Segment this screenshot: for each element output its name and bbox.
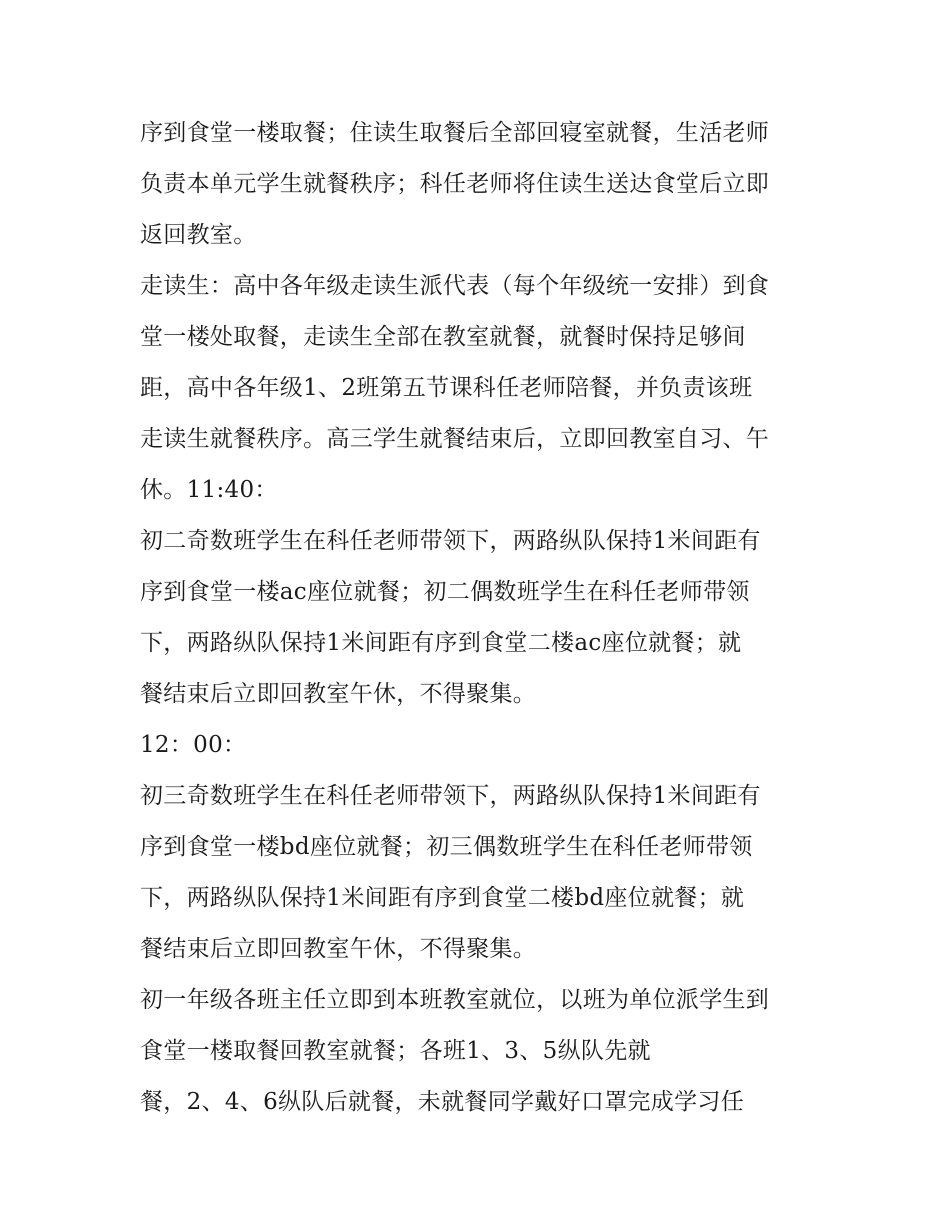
text-line: 餐结束后立即回教室午休，不得聚集。 [140,936,537,962]
text-line: 初二奇数班学生在科任老师带领下，两路纵队保持1米间距有 [140,528,761,554]
text-line: 序到食堂一楼ac座位就餐；初二偶数班学生在科任老师带领 [140,579,750,605]
text-line: 距，高中各年级1、2班第五节课科任老师陪餐，并负责该班 [140,375,753,401]
text-line: 返回教室。 [140,222,257,248]
text-line: 餐，2、4、6纵队后就餐，未就餐同学戴好口罩完成学习任 [140,1089,744,1115]
text-line: 餐结束后立即回教室午休，不得聚集。 [140,681,537,707]
text-line: 食堂一楼取餐回教室就餐；各班1、3、5纵队先就 [140,1038,651,1064]
text-line: 休。11:40： [140,477,278,503]
document-body [140,108,820,1128]
text-line: 初一年级各班主任立即到本班教室就位，以班为单位派学生到 [140,987,770,1013]
text-line: 走读生：高中各年级走读生派代表（每个年级统一安排）到食 [140,273,770,299]
text-line: 初三奇数班学生在科任老师带领下，两路纵队保持1米间距有 [140,783,761,809]
text-line: 序到食堂一楼取餐；住读生取餐后全部回寝室就餐，生活老师 [140,120,770,146]
text-line: 堂一楼处取餐，走读生全部在教室就餐，就餐时保持足够间 [140,324,746,350]
text-line: 12：00： [140,732,247,758]
text-line: 下，两路纵队保持1米间距有序到食堂二楼bd座位就餐；就 [140,885,745,911]
text-line: 下，两路纵队保持1米间距有序到食堂二楼ac座位就餐；就 [140,630,742,656]
text-line: 序到食堂一楼bd座位就餐；初三偶数班学生在科任老师带领 [140,834,753,860]
text-line: 负责本单元学生就餐秩序；科任老师将住读生送达食堂后立即 [140,171,770,197]
text-line: 走读生就餐秩序。高三学生就餐结束后，立即回教室自习、午 [140,426,770,452]
